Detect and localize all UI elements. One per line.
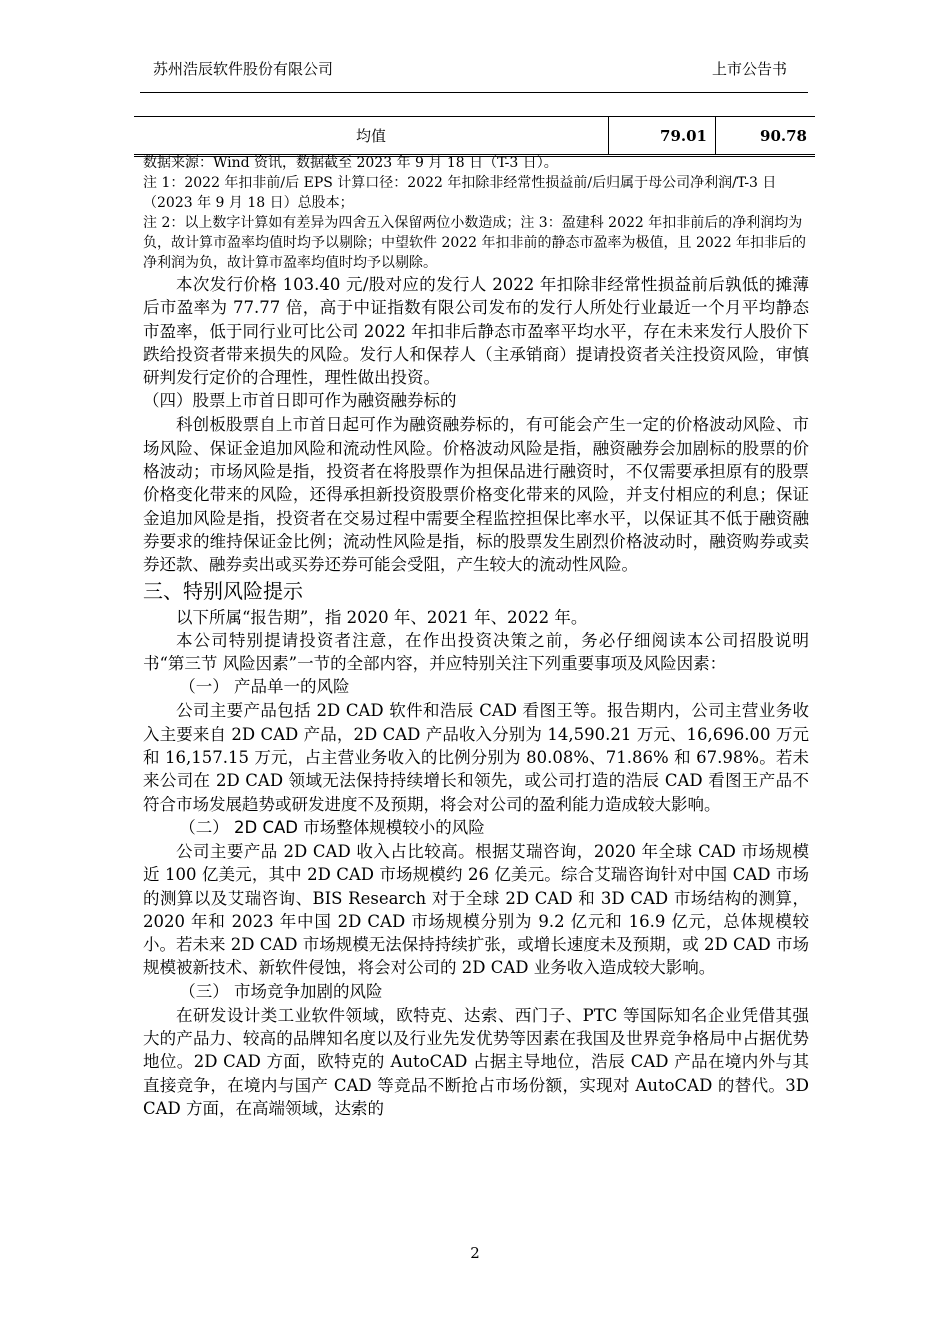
footnote: 注 2：以上数字计算如有差异为四舍五入保留两位小数造成；注 3：盈建科 2022 年扣非前后的净利润均为负，故计算市盈率均值时均予以剔除；中望软件 2022 年扣非前的静态市盈率为极值，且 2022 年扣非后的净利润为负，故计算市盈率均值时均予以剔除。 bbox=[143, 215, 807, 271]
table-value-cell: 90.78 bbox=[760, 126, 807, 145]
paragraph: 公司主要产品 2D CAD 收入占比较高。根据艾瑞咨询，2020 年全球 CAD 市场规模近 100 亿美元，其中 2D CAD 市场规模约 26 亿美元。综合艾瑞咨询针对中国 CAD 市场的测算以及艾瑞咨询、BIS Research 对于全球 2D CAD 和 3D CAD 市场结构的测算，2020 年和 2023 年中国 2D CAD 市场规模分别为 9.2 亿元和 16.9 亿元，总体规模较小。若未来 2D CAD 市场规模无法保持持续扩张，或增长速度未及预期，或 2D CAD 市场规模被新技术、新软件侵蚀，将会对公司的 2D CAD 业务收入造成较大影响。 bbox=[143, 841, 809, 978]
header-company: 苏州浩辰软件股份有限公司 bbox=[153, 60, 334, 78]
table-row bbox=[134, 117, 815, 156]
paragraph: 在研发设计类工业软件领域，欧特克、达索、西门子、PTC 等国际知名企业凭借其强大的产品力、较高的品牌知名度以及行业先发优势等因素在我国及世界竞争格局中占据优势地位。2D CAD 方面，欧特克的 AutoCAD 占据主导地位，浩辰 CAD 产品在境内外与其直接竞争，在境内与国产 CAD 等竞品不断抢占市场份额，实现对 AutoCAD 的替代。3D CAD 方面，在高端领域，达索的 bbox=[143, 1005, 809, 1118]
average-table bbox=[134, 116, 815, 157]
risk-heading: （一） 产品单一的风险 bbox=[179, 677, 350, 697]
table-value-cell: 79.01 bbox=[609, 117, 716, 156]
header-rule bbox=[140, 92, 808, 93]
page-number: 2 bbox=[470, 1244, 480, 1262]
paragraph: 本公司特别提请投资者注意，在作出投资决策之前，务必仔细阅读本公司招股说明书“第三节 风险因素”一节的全部内容，并应特别关注下列重要事项及风险因素： bbox=[143, 630, 809, 674]
table-label-cell: 均值 bbox=[134, 117, 609, 156]
paragraph: 科创板股票自上市首日起可作为融资融券标的，有可能会产生一定的价格波动风险、市场风险、保证金追加风险和流动性风险。价格波动风险是指，融资融券会加剧标的股票的价格波动；市场风险是指，投资者在将股票作为担保品进行融资时，不仅需要承担原有的股票价格变化带来的风险，还得承担新投资股票价格变化带来的风险，并支付相应的利息；保证金追加风险是指，投资者在交易过程中需要全程监控担保比率水平，以保证其不低于融资融券要求的维持保证金比例；流动性风险是指，标的股票发生剧烈价格波动时，融资购券或卖券还款、融券卖出或买券还券可能会受阻，产生较大的流动性风险。 bbox=[143, 415, 809, 575]
chapter-heading: 三、特别风险提示 bbox=[143, 578, 303, 603]
document-body bbox=[143, 153, 809, 1120]
section-heading: （四）股票上市首日即可作为融资融券标的 bbox=[143, 391, 457, 411]
data-source-note: 数据来源：Wind 资讯，数据截至 2023 年 9 月 18 日（T-3 日）。 bbox=[143, 155, 558, 171]
header-doc-type: 上市公告书 bbox=[712, 60, 788, 78]
footnote: 注 1：2022 年扣非前/后 EPS 计算口径：2022 年扣除非经常性损益前/后归属于母公司净利润/T-3 日（2023 年 9 月 18 日）总股本； bbox=[143, 175, 777, 211]
risk-heading: （三） 市场竞争加剧的风险 bbox=[179, 981, 383, 1001]
paragraph: 本次发行价格 103.40 元/股对应的发行人 2022 年扣除非经常性损益前后孰低的摊薄后市盈率为 77.77 倍，高于中证指数有限公司发布的发行人所处行业最近一个月平均静态市盈率，低于同行业可比公司 2022 年扣非后静态市盈率平均水平，存在未来发行人股价下跌给投资者带来损失的风险。发行人和保荐人（主承销商）提请投资者关注投资风险，审慎研判发行定价的合理性，理性做出投资。 bbox=[143, 275, 809, 388]
risk-heading: （二） 2D CAD 市场整体规模较小的风险 bbox=[179, 817, 485, 837]
paragraph: 以下所属“报告期”，指 2020 年、2021 年、2022 年。 bbox=[176, 607, 588, 627]
paragraph: 公司主要产品包括 2D CAD 软件和浩辰 CAD 看图王等。报告期内，公司主营业务收入主要来自 2D CAD 产品，2D CAD 产品收入分别为 14,590.21 万元、16,696.00 万元和 16,157.15 万元，占主营业务收入的比例分别为 80.08%、71.86% 和 67.98%。若未来公司在 2D CAD 领域无法保持持续增长和领先，或公司打造的浩辰 CAD 看图王产品不符合市场发展趋势或研发进度不及预期，将会对公司的盈利能力造成较大影响。 bbox=[143, 701, 809, 814]
